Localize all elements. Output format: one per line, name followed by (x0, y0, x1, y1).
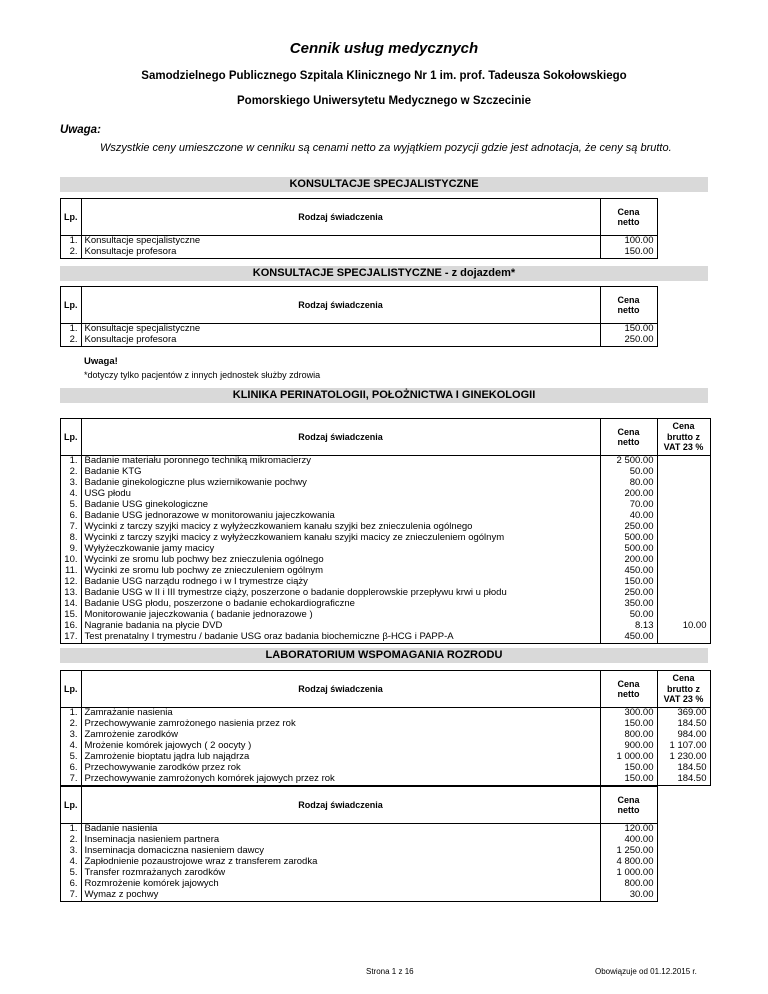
row-lp: 2. (61, 719, 82, 730)
header-netto: Cena netto (600, 419, 657, 456)
header-netto: Cena netto (600, 199, 657, 236)
row-netto: 800.00 (600, 730, 657, 741)
table-row (61, 632, 711, 644)
row-name: Zamrożenie zarodków (81, 730, 600, 741)
row-name: Inseminacja nasieniem partnera (81, 835, 600, 846)
row-brutto: 984.00 (657, 730, 710, 741)
row-netto: 450.00 (600, 566, 657, 577)
subtitle-hospital: Samodzielnego Publicznego Szpitala Klinicznego Nr 1 im. prof. Tadeusza Sokołowskiego (141, 70, 627, 82)
row-lp: 15. (61, 610, 82, 621)
row-name: Badanie USG płodu, poszerzone o badanie echokardiograficzne (81, 599, 600, 610)
row-brutto: 184.50 (657, 774, 710, 786)
row-name: Zapłodnienie pozaustrojowe wraz z transferem zarodka (81, 857, 600, 868)
row-lp: 2. (61, 467, 82, 478)
row-netto: 40.00 (600, 511, 657, 522)
header-lp: Lp. (61, 419, 82, 456)
row-netto: 120.00 (600, 824, 657, 836)
header-lp: Lp. (61, 787, 82, 824)
row-lp: 2. (61, 835, 82, 846)
header-name: Rodzaj świadczenia (81, 287, 600, 324)
table-body (61, 824, 658, 902)
row-netto: 150.00 (600, 719, 657, 730)
row-netto: 30.00 (600, 890, 657, 902)
row-brutto (657, 544, 710, 555)
table-row (61, 456, 711, 468)
table-body (61, 456, 711, 644)
row-name: Wycinki ze sromu lub pochwy bez znieczulenia ogólnego (81, 555, 600, 566)
header-brutto: Cena brutto z VAT 23 % (657, 419, 710, 456)
header-lp: Lp. (61, 671, 82, 708)
row-netto: 250.00 (600, 588, 657, 599)
table-consultations (60, 198, 658, 259)
subtitle-university: Pomorskiego Uniwersytetu Medycznego w Szczecinie (237, 95, 531, 107)
row-brutto (657, 588, 710, 599)
section-title-consultations-travel: KONSULTACJE SPECJALISTYCZNE - z dojazdem* (60, 266, 708, 281)
row-netto: 200.00 (600, 489, 657, 500)
header-netto: Cena netto (600, 787, 657, 824)
row-name: Konsultacje profesora (81, 335, 600, 347)
row-netto: 150.00 (600, 247, 657, 259)
row-brutto (657, 533, 710, 544)
section-title-perinatology: KLINIKA PERINATOLOGII, POŁOŻNICTWA I GINEKOLOGII (60, 388, 708, 403)
row-netto: 150.00 (600, 763, 657, 774)
row-name: Badanie USG ginekologiczne (81, 500, 600, 511)
row-name: USG płodu (81, 489, 600, 500)
row-name: Wymaz z pochwy (81, 890, 600, 902)
header-lp: Lp. (61, 199, 82, 236)
row-brutto (657, 632, 710, 644)
row-netto: 200.00 (600, 555, 657, 566)
header-brutto: Cena brutto z VAT 23 % (657, 671, 710, 708)
row-netto: 4 800.00 (600, 857, 657, 868)
row-netto: 800.00 (600, 879, 657, 890)
row-netto: 250.00 (600, 522, 657, 533)
row-brutto (657, 511, 710, 522)
header-netto: Cena netto (600, 671, 657, 708)
row-lp: 9. (61, 544, 82, 555)
row-netto: 50.00 (600, 467, 657, 478)
row-lp: 1. (61, 324, 82, 336)
row-netto: 300.00 (600, 708, 657, 720)
row-brutto: 10.00 (657, 621, 710, 632)
table-row (61, 478, 711, 489)
row-lp: 7. (61, 522, 82, 533)
row-brutto (657, 566, 710, 577)
header-name: Rodzaj świadczenia (81, 671, 600, 708)
row-brutto: 184.50 (657, 763, 710, 774)
row-name: Wycinki z tarczy szyjki macicy z wyłyżeczkowaniem kanału szyjki bez znieczulenia ogólnego (81, 522, 600, 533)
row-brutto (657, 555, 710, 566)
row-lp: 4. (61, 489, 82, 500)
row-name: Badanie ginekologiczne plus wziernikowanie pochwy (81, 478, 600, 489)
row-brutto: 1 107.00 (657, 741, 710, 752)
row-name: Konsultacje specjalistyczne (81, 324, 600, 336)
row-name: Mrożenie komórek jajowych ( 2 oocyty ) (81, 741, 600, 752)
table-body (61, 324, 658, 347)
header-name: Rodzaj świadczenia (81, 419, 600, 456)
row-lp: 12. (61, 577, 82, 588)
note-text: Wszystkie ceny umieszczone w cenniku są cenami netto za wyjątkiem pozycji gdzie jest adnotacja, że ceny są brutto. (100, 142, 672, 154)
row-brutto (657, 489, 710, 500)
row-name: Test prenatalny I trymestru / badanie USG oraz badania biochemiczne β-HCG i PAPP-A (81, 632, 600, 644)
table-reproduction-lab-b (60, 786, 658, 902)
travel-note-label: Uwaga! (84, 356, 118, 367)
row-netto: 350.00 (600, 599, 657, 610)
row-netto: 100.00 (600, 236, 657, 248)
row-brutto (657, 500, 710, 511)
row-name: Zamrożenie bioptatu jądra lub najądrza (81, 752, 600, 763)
row-name: Badanie KTG (81, 467, 600, 478)
row-name: Przechowywanie zamrożonych komórek jajowych przez rok (81, 774, 600, 786)
row-lp: 1. (61, 824, 82, 836)
row-netto: 50.00 (600, 610, 657, 621)
row-lp: 1. (61, 708, 82, 720)
row-lp: 3. (61, 478, 82, 489)
table-perinatology (60, 418, 711, 644)
row-brutto: 1 230.00 (657, 752, 710, 763)
row-lp: 2. (61, 335, 82, 347)
row-name: Monitorowanie jajeczkowania ( badanie jednorazowe ) (81, 610, 600, 621)
row-name: Wycinki z tarczy szyjki macicy z wyłyżeczkowaniem kanału szyjki macicy ze znieczuleniem ogólnym (81, 533, 600, 544)
row-lp: 13. (61, 588, 82, 599)
table-row (61, 774, 711, 786)
section-title-consultations: KONSULTACJE SPECJALISTYCZNE (60, 177, 708, 192)
row-lp: 5. (61, 500, 82, 511)
row-name: Transfer rozmrażanych zarodków (81, 868, 600, 879)
row-name: Przechowywanie zamrożonego nasienia przez rok (81, 719, 600, 730)
table-row (61, 335, 658, 347)
row-lp: 16. (61, 621, 82, 632)
row-netto: 8.13 (600, 621, 657, 632)
row-lp: 17. (61, 632, 82, 644)
row-lp: 8. (61, 533, 82, 544)
row-name: Badanie USG w II i III trymestrze ciąży, poszerzone o badanie dopplerowskie przepływu krwi u płodu (81, 588, 600, 599)
row-netto: 250.00 (600, 335, 657, 347)
row-lp: 6. (61, 879, 82, 890)
row-lp: 7. (61, 774, 82, 786)
row-name: Badanie USG jednorazowe w monitorowaniu jajeczkowania (81, 511, 600, 522)
note-label: Uwaga: (60, 124, 101, 136)
valid-from: Obowiązuje od 01.12.2015 r. (595, 967, 697, 976)
row-netto: 500.00 (600, 544, 657, 555)
row-name: Rozmrożenie komórek jajowych (81, 879, 600, 890)
row-lp: 7. (61, 890, 82, 902)
row-brutto (657, 577, 710, 588)
row-name: Nagranie badania na płycie DVD (81, 621, 600, 632)
section-title-reproduction-lab: LABORATORIUM WSPOMAGANIA ROZRODU (60, 648, 708, 663)
table-consultations-travel (60, 286, 658, 347)
row-lp: 10. (61, 555, 82, 566)
row-lp: 1. (61, 456, 82, 468)
row-netto: 150.00 (600, 577, 657, 588)
row-name: Badanie USG narządu rodnego i w I trymestrze ciąży (81, 577, 600, 588)
table-reproduction-lab-a (60, 670, 711, 786)
row-netto: 400.00 (600, 835, 657, 846)
row-lp: 4. (61, 741, 82, 752)
row-brutto (657, 467, 710, 478)
page-title: Cennik usług medycznych (289, 40, 479, 57)
row-name: Przechowywanie zarodków przez rok (81, 763, 600, 774)
row-brutto (657, 599, 710, 610)
table-row (61, 890, 658, 902)
row-name: Zamrażanie nasienia (81, 708, 600, 720)
header-netto: Cena netto (600, 287, 657, 324)
table-body (61, 708, 711, 786)
row-lp: 14. (61, 599, 82, 610)
row-lp: 1. (61, 236, 82, 248)
row-netto: 1 000.00 (600, 868, 657, 879)
row-netto: 2 500.00 (600, 456, 657, 468)
row-name: Wyłyżeczkowanie jamy macicy (81, 544, 600, 555)
header-name: Rodzaj świadczenia (81, 199, 600, 236)
row-netto: 150.00 (600, 774, 657, 786)
row-name: Inseminacja domaciczna nasieniem dawcy (81, 846, 600, 857)
page-number: Strona 1 z 16 (366, 967, 414, 976)
header-lp: Lp. (61, 287, 82, 324)
row-brutto (657, 456, 710, 468)
row-name: Badanie materiału poronnego techniką mikromacierzy (81, 456, 600, 468)
table-row (61, 247, 658, 259)
row-netto: 80.00 (600, 478, 657, 489)
row-netto: 500.00 (600, 533, 657, 544)
row-netto: 450.00 (600, 632, 657, 644)
row-brutto: 184.50 (657, 719, 710, 730)
row-lp: 4. (61, 857, 82, 868)
row-brutto (657, 522, 710, 533)
row-lp: 5. (61, 868, 82, 879)
header-name: Rodzaj świadczenia (81, 787, 600, 824)
row-netto: 1 000.00 (600, 752, 657, 763)
row-lp: 3. (61, 846, 82, 857)
row-netto: 150.00 (600, 324, 657, 336)
row-brutto (657, 478, 710, 489)
row-brutto: 369.00 (657, 708, 710, 720)
row-lp: 2. (61, 247, 82, 259)
row-lp: 3. (61, 730, 82, 741)
row-lp: 5. (61, 752, 82, 763)
row-netto: 1 250.00 (600, 846, 657, 857)
row-name: Wycinki ze sromu lub pochwy ze znieczuleniem ogólnym (81, 566, 600, 577)
row-name: Konsultacje profesora (81, 247, 600, 259)
row-lp: 6. (61, 763, 82, 774)
table-body (61, 236, 658, 259)
row-netto: 70.00 (600, 500, 657, 511)
row-lp: 11. (61, 566, 82, 577)
row-name: Konsultacje specjalistyczne (81, 236, 600, 248)
travel-note-text: *dotyczy tylko pacjentów z innych jednostek służby zdrowia (84, 370, 321, 380)
row-lp: 6. (61, 511, 82, 522)
row-name: Badanie nasienia (81, 824, 600, 836)
row-netto: 900.00 (600, 741, 657, 752)
